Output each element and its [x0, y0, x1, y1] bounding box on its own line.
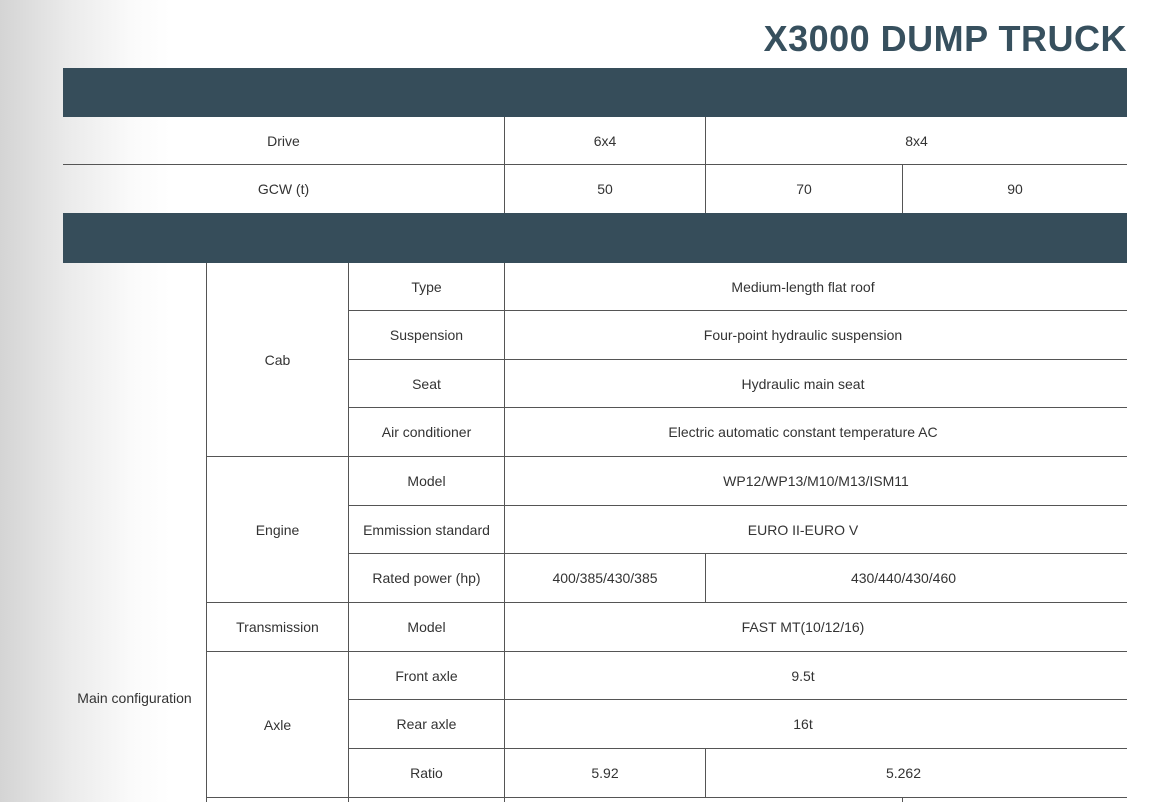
engine-model-value: WP12/WP13/M10/M13/ISM11 — [723, 473, 909, 489]
gcw-50: 50 — [597, 181, 613, 197]
rear-axle-label: Rear axle — [396, 716, 457, 732]
cab-suspension-label: Suspension — [389, 327, 464, 343]
rated-power-label: Rated power (hp) — [372, 570, 481, 586]
emission-standard-value: EURO II-EURO V — [747, 521, 859, 538]
engine-label: Engine — [255, 521, 300, 538]
front-axle-value: 9.5t — [791, 667, 815, 684]
ratio-8x4: 5.262 — [885, 765, 922, 781]
cab-type-label: Type — [411, 278, 442, 295]
cab-seat-value: Hydraulic main seat — [741, 375, 865, 392]
row-divider — [206, 797, 1127, 798]
drive-label: Drive — [267, 132, 300, 149]
rated-power-8x4: 430/440/430/460 — [850, 570, 957, 586]
emission-standard-label: Emmission standard — [363, 521, 490, 538]
ratio-label: Ratio — [410, 765, 443, 781]
drive-8x4: 8x4 — [905, 132, 928, 149]
rated-power-6x4: 400/385/430/385 — [552, 570, 658, 586]
gcw-70: 70 — [796, 181, 812, 197]
cab-label: Cab — [264, 351, 291, 368]
gcw-90: 90 — [1007, 181, 1023, 197]
transmission-model-label: Model — [407, 619, 446, 635]
header-band — [63, 68, 1127, 117]
axle-label: Axle — [263, 716, 292, 733]
section-band — [63, 213, 1127, 263]
main-configuration-label: Main configuration — [77, 690, 192, 706]
cab-ac-value: Electric automatic constant temperature AC — [668, 424, 938, 440]
transmission-model-value: FAST MT(10/12/16) — [741, 619, 865, 635]
column-divider — [902, 798, 903, 802]
front-axle-label: Front axle — [395, 667, 458, 684]
page-title: X3000 DUMP TRUCK — [763, 18, 1127, 59]
gcw-label: GCW (t) — [257, 181, 310, 197]
rear-axle-value: 16t — [793, 716, 813, 732]
drive-6x4: 6x4 — [593, 132, 617, 149]
transmission-label: Transmission — [236, 619, 319, 635]
cab-suspension-value: Four-point hydraulic suspension — [703, 327, 903, 343]
cab-ac-label: Air conditioner — [381, 424, 472, 440]
cab-type-value: Medium-length flat roof — [731, 278, 875, 295]
cab-seat-label: Seat — [412, 375, 441, 392]
ratio-6x4: 5.92 — [591, 765, 619, 781]
engine-model-label: Model — [407, 473, 446, 489]
